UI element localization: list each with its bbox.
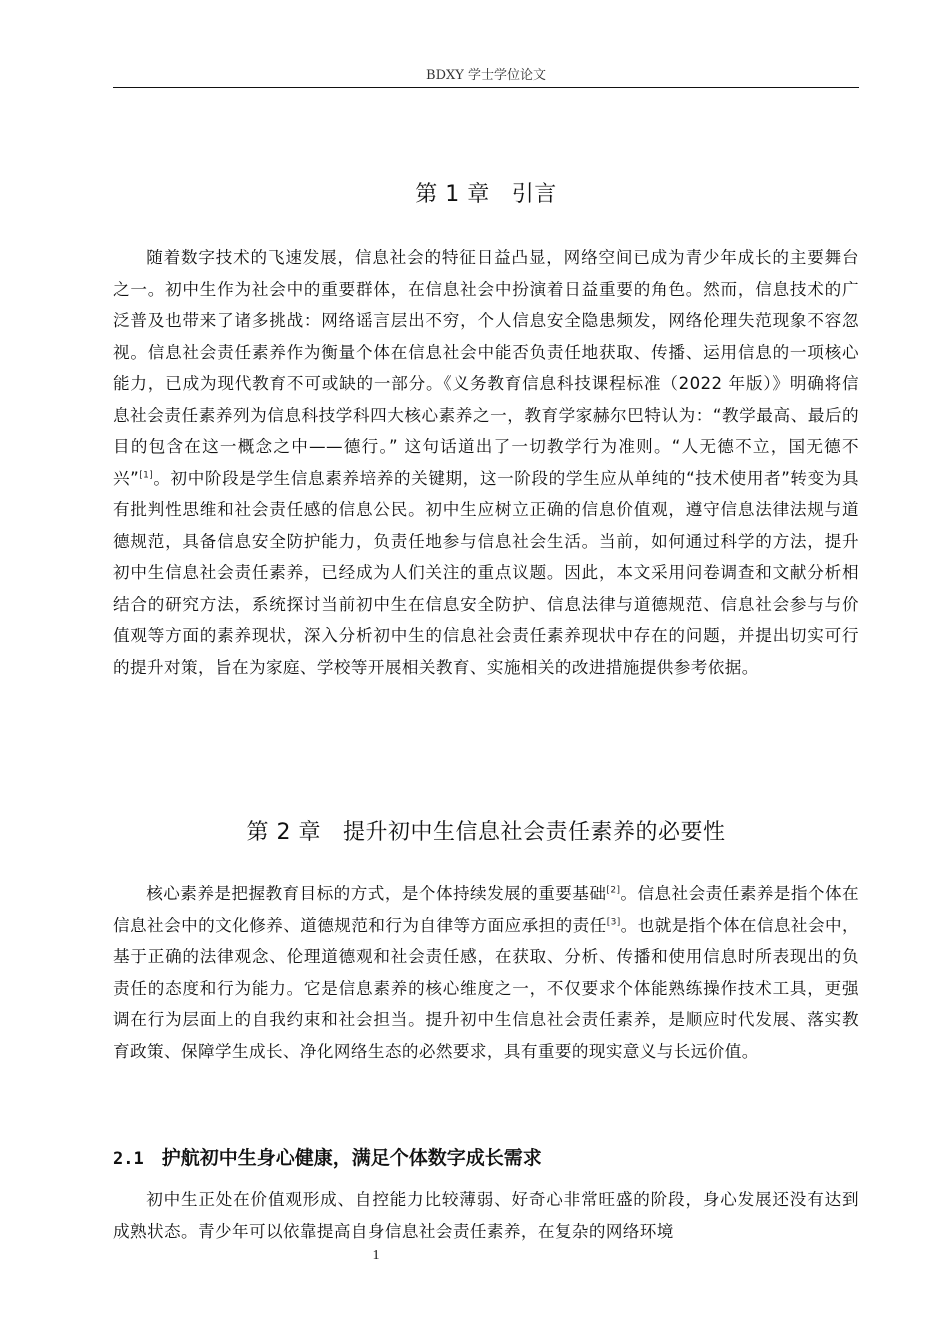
chapter-2-text-a: 核心素养是把握教育目标的方式，是个体持续发展的重要基础 [146, 884, 607, 903]
citation-3: [3] [606, 916, 621, 927]
chapter-1-heading [113, 180, 859, 210]
chapter-2-heading [113, 818, 859, 848]
section-2-1-heading [113, 1144, 859, 1173]
chapter-2-text-b: 。信息社会责任素养是指个体在信息社会中的文化修养、道德规范和行为自律等方面应承担的责任 [113, 884, 859, 935]
section-2-1-title: 护航初中生身心健康，满足个体数字成长需求 [161, 1147, 542, 1169]
chapter-1-title: 引言 [511, 182, 557, 207]
citation-1: [1] [139, 469, 154, 480]
chapter-2-number: 第 2 章 [246, 820, 321, 845]
chapter-2-text-c: 。也就是指个体在信息社会中，基于正确的法律观念、伦理道德观和社会责任感，在获取、分析、传播和使用信息时所表现出的负责任的态度和行为能力。它是信息素养的核心维度之一，不仅要求个体能熟练操作技术工具，更强调在行为层面上的自我约束和社会担当。提升初中生信息社会责任素养，是顺应时代发展、落实教育政策、保障学生成长、净化网络生态的必然要求，具有重要的现实意义与长远价值。 [113, 915, 859, 1061]
chapter-2-paragraph [113, 878, 859, 1067]
chapter-1-paragraph [113, 242, 859, 683]
running-header: BDXY 学士学位论文 [426, 68, 546, 83]
chapter-1-number: 第 1 章 [415, 182, 490, 207]
page-number: 1 [372, 1248, 380, 1263]
citation-2: [2] [606, 885, 621, 896]
header-rule [113, 87, 859, 88]
section-2-1-paragraph: 初中生正处在价值观形成、自控能力比较薄弱、好奇心非常旺盛的阶段，身心发展还没有达到成熟状态。青少年可以依靠提高自身信息社会责任素养，在复杂的网络环境 [113, 1190, 859, 1241]
chapter-1-text-b: 。初中阶段是学生信息素养培养的关键期，这一阶段的学生应从单纯的“技术使用者”转变为具有批判性思维和社会责任感的信息公民。初中生应树立正确的信息价值观，遵守信息法律法规与道德规范，具备信息安全防护能力，负责任地参与信息社会生活。当前，如何通过科学的方法，提升初中生信息社会责任素养，已经成为人们关注的重点议题。因此，本文采用问卷调查和文献分析相结合的研究方法，系统探讨当前初中生在信息安全防护、信息法律与道德规范、信息社会参与与价值观等方面的素养现状，深入分析初中生的信息社会责任素养现状中存在的问题，并提出切实可行的提升对策，旨在为家庭、学校等开展相关教育、实施相关的改进措施提供参考依据。 [113, 468, 859, 677]
section-2-1-number: 2.1 [113, 1149, 144, 1169]
chapter-1-text-a: 随着数字技术的飞速发展，信息社会的特征日益凸显，网络空间已成为青少年成长的主要舞台之一。初中生作为社会中的重要群体，在信息社会中扮演着日益重要的角色。然而，信息技术的广泛普及也带来了诸多挑战：网络谣言层出不穷，个人信息安全隐患频发，网络伦理失范现象不容忽视。信息社会责任素养作为衡量个体在信息社会中能否负责任地获取、传播、运用信息的一项核心能力，已成为现代教育不可或缺的一部分。《义务教育信息科技课程标准（2022 年版）》明确将信息社会责任素养列为信息科技学科四大核心素养之一，教育学家赫尔巴特认为：“教学最高、最后的目的包含在这一概念之中——德行。” 这句话道出了一切教学行为准则。“人无德不立，国无德不兴” [113, 248, 859, 488]
chapter-2-title: 提升初中生信息社会责任素养的必要性 [342, 820, 726, 845]
